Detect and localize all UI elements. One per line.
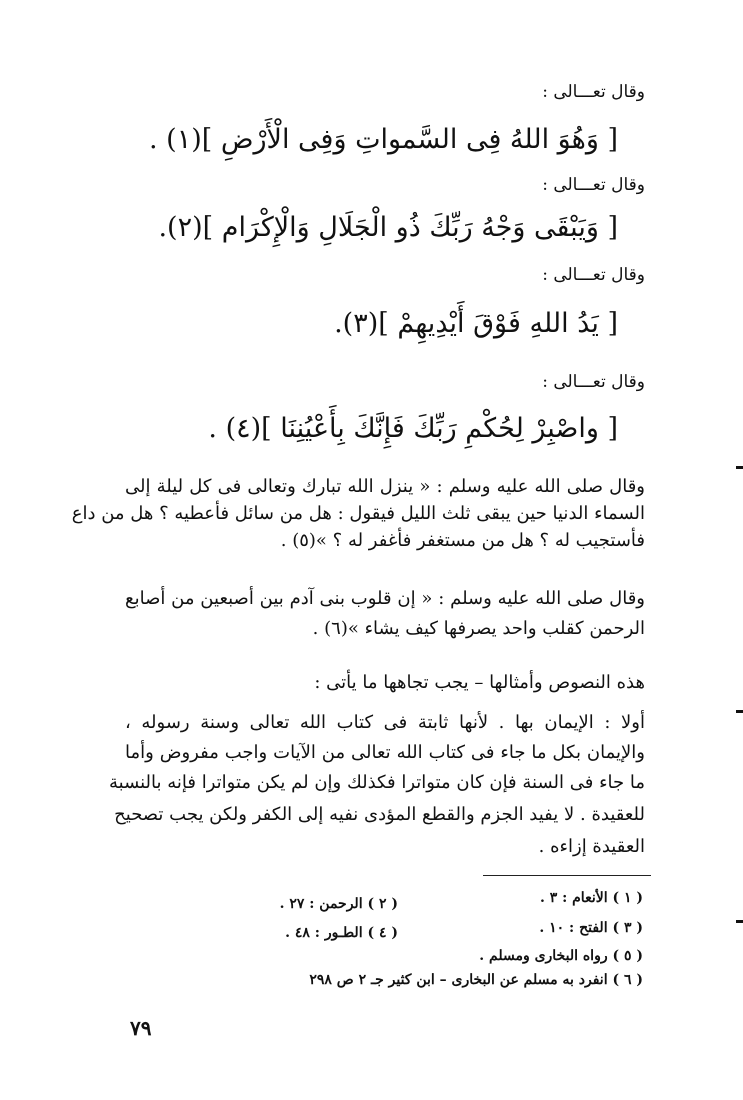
scan-edge-mark	[736, 466, 743, 469]
paragraph-line: ما جاء فى السنة فإن كان متواترا فكذلك وإن لم يكن متواترا فإنه بالنسبة	[108, 772, 645, 793]
quran-verse: [ واصْبِرْ لِحُكْمِ رَبِّكَ فَإِنَّكَ بِأَعْيُنِنَا ](٤) .	[208, 413, 618, 444]
paragraph-line: والإيمان بكل ما جاء فى كتاب الله تعالى من الآيات واجب مفروض وأما	[125, 742, 645, 763]
quran-verse: [ يَدُ اللهِ فَوْقَ أَيْدِيهِمْ ](٣).	[334, 308, 618, 339]
quran-verse: [ وَهُوَ اللهُ فِى السَّمواتِ وَفِى الْأَرْضِ ](١) .	[149, 124, 618, 155]
page-number: ٧٩	[130, 1016, 152, 1040]
paragraph-line: هذه النصوص وأمثالها – يجب تجاهها ما يأتى :	[314, 672, 645, 693]
scan-edge-mark	[736, 920, 743, 923]
footnote: ( ٢ ) الرحمن : ٢٧ .	[279, 896, 398, 912]
scan-edge-mark	[736, 710, 743, 713]
footnote: ( ٦ ) انفرد به مسلم عن البخارى – ابن كثير جـ ٢ ص ٢٩٨	[309, 972, 643, 988]
paragraph-line: العقيدة إزاءه .	[538, 836, 645, 857]
footnote: ( ١ ) الأنعام : ٣ .	[539, 890, 643, 906]
hadith-line: السماء الدنيا حين يبقى ثلث الليل فيقول : هل من سائل فأعطيه ؟ هل من داع	[71, 503, 645, 524]
footnote: ( ٣ ) الفتح : ١٠ .	[539, 920, 643, 936]
hadith-line: وقال صلى الله عليه وسلم : « إن قلوب بنى آدم بين أصبعين من أصابع	[125, 588, 645, 609]
hadith-line: وقال صلى الله عليه وسلم : « ينزل الله تبارك وتعالى فى كل ليلة إلى	[125, 476, 645, 497]
quran-verse: [ وَيَبْقَى وَجْهُ رَبِّكَ ذُو الْجَلَالِ وَالْإِكْرَام ](٢).	[158, 212, 618, 243]
verse-intro: وقال تعـــالى :	[542, 265, 645, 285]
paragraph-line: للعقيدة . لا يفيد الجزم والقطع المؤدى نفيه إلى الكفر ولكن يجب تصحيح	[114, 804, 645, 825]
footnote: ( ٤ ) الطـور : ٤٨ .	[285, 925, 398, 941]
footnote: ( ٥ ) رواه البخارى ومسلم .	[479, 948, 643, 964]
footnote-separator	[483, 875, 651, 876]
verse-intro: وقال تعـــالى :	[542, 175, 645, 195]
verse-intro: وقال تعـــالى :	[542, 82, 645, 102]
verse-intro: وقال تعـــالى :	[542, 372, 645, 392]
hadith-line: فأستجيب له ؟ هل من مستغفر فأغفر له ؟ »(٥) .	[280, 530, 645, 551]
paragraph-line: أولا : الإيمان بها . لأنها ثابتة فى كتاب الله تعالى وسنة رسوله ،	[125, 712, 645, 733]
hadith-line: الرحمن كقلب واحد يصرفها كيف يشاء »(٦) .	[312, 618, 645, 639]
